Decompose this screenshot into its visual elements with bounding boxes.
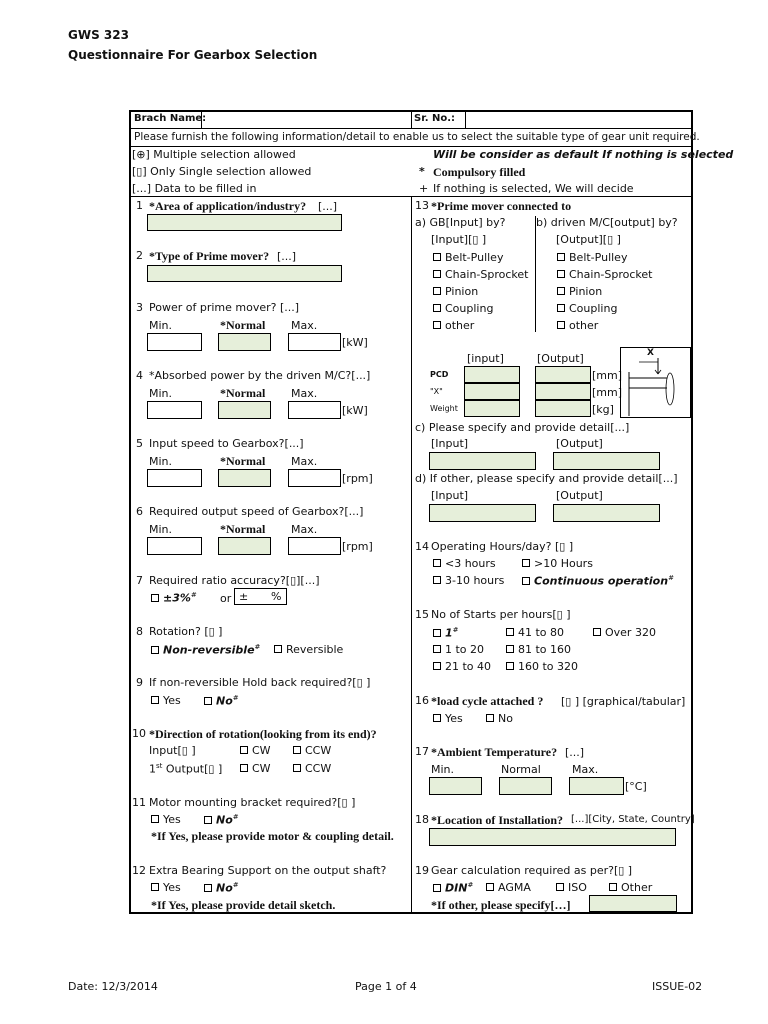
q12-note: *If Yes, please provide detail sketch. [151,898,336,912]
q4-min-field[interactable] [147,401,202,419]
q3-normal-label: *Normal [220,318,266,332]
document-code: GWS 323 [68,28,129,42]
q13-output-other[interactable]: other [557,319,598,332]
checkbox-icon [151,646,159,654]
q11-note: *If Yes, please provide motor & coupling detail. [151,829,394,843]
q13-c-output-field[interactable] [553,452,660,470]
q7-custom-accuracy-field[interactable] [234,588,287,605]
checkbox-icon [506,645,514,653]
q17-min-field[interactable] [429,777,482,795]
q3-question: Power of prime mover? [...] [149,301,300,314]
q17-suffix: [...] [565,746,585,759]
q18-suffix: [...][City, State, Country] [571,814,695,825]
q13-question: *Prime mover connected to [431,199,572,213]
footer-page: Page 1 of 4 [355,980,417,993]
shaft-diagram [620,347,691,418]
q4-normal-field[interactable] [218,401,271,419]
q13-weight-output-field[interactable] [535,400,591,417]
instruction-text: Please furnish the following information/detail to enable us to select the suitable type of gear unit required. [134,131,700,143]
q2-suffix: [...] [277,250,297,263]
q14-option-gt10[interactable]: >10 Hours [522,557,593,570]
q2-number: 2 [136,249,143,262]
q14-question: Operating Hours/day? [▯ ] [431,540,574,553]
q5-normal-field[interactable] [218,469,271,487]
q5-min-label: Min. [149,455,173,468]
q17-unit: [°C] [625,780,647,793]
q13-d-output-field[interactable] [553,504,660,522]
q6-min-label: Min. [149,523,173,536]
q11-question: Motor mounting bracket required?[▯ ] [149,796,356,809]
checkbox-icon [274,645,282,653]
checkbox-icon [151,594,159,602]
q13-col-output: [Output] [537,352,584,365]
q8-number: 8 [136,625,143,638]
q13-pcd-output-field[interactable] [535,366,591,383]
q13-c-input-label: [Input] [431,437,469,450]
q9-option-no[interactable]: No# [204,694,239,708]
q13-number: 13 [415,199,429,212]
plus-minus-symbol: ± [239,590,249,603]
checkbox-icon [557,287,565,295]
q4-number: 4 [136,369,143,382]
checkbox-icon [522,559,530,567]
checkbox-icon [433,559,441,567]
q13-row-weight: Weight [430,404,458,413]
q13-col-input: [input] [467,352,504,365]
questionnaire-form [129,110,734,914]
q5-max-label: Max. [291,455,318,468]
q10-output-cw[interactable]: CW [240,762,271,775]
q19-option-other[interactable]: Other [609,881,652,894]
checkbox-icon [557,321,565,329]
q12-option-yes[interactable]: Yes [151,881,181,894]
q6-normal-field[interactable] [218,537,271,555]
q13-input-other[interactable]: other [433,319,474,332]
q3-normal-field[interactable] [218,333,271,351]
checkbox-icon [151,815,159,823]
q10-output-ccw[interactable]: CCW [293,762,331,775]
q11-number: 11 [132,796,146,809]
checkbox-icon [557,270,565,278]
legend-default: Will be consider as default If nothing is selected [433,148,734,161]
q13-pcd-unit: [mm] [592,369,623,382]
q13-d-input-field[interactable] [429,504,536,522]
checkbox-icon [204,816,212,824]
checkbox-icon [204,697,212,705]
q8-option-non-reversible[interactable]: Non-reversible# [151,643,260,657]
q13-d-label: d) If other, please specify and provide detail[...] [415,472,678,485]
q18-number: 18 [415,813,429,826]
q19-option-iso[interactable]: ISO [556,881,587,894]
document-title: Questionnaire For Gearbox Selection [68,48,318,62]
q12-number: 12 [132,864,146,877]
legend-star-symbol: * [419,165,425,178]
checkbox-icon [433,645,441,653]
q17-normal-field[interactable] [499,777,552,795]
q15-number: 15 [415,608,429,621]
checkbox-icon [557,253,565,261]
checkbox-icon [293,764,301,772]
checkbox-icon [433,321,441,329]
footer-issue: ISSUE-02 [652,980,703,993]
q3-max-label: Max. [291,319,318,332]
checkbox-icon [486,883,494,891]
checkbox-icon [433,576,441,584]
legend-compulsory: Compulsory filled [433,165,526,179]
legend-plus-symbol: + [419,182,429,195]
checkbox-icon [506,662,514,670]
q13-output-coupling[interactable]: Coupling [557,302,617,315]
q13-input-coupling[interactable]: Coupling [433,302,493,315]
shaft-sketch-icon [621,348,690,417]
q10-input-label: Input[▯ ] [149,744,196,757]
q5-question: Input speed to Gearbox?[...] [149,437,304,450]
q13-weight-unit: [kg] [592,403,614,416]
q3-max-field[interactable] [288,333,341,351]
q17-min-label: Min. [431,763,455,776]
checkbox-icon [151,696,159,704]
q10-number: 10 [132,727,146,740]
q13-x-input-field[interactable] [464,383,520,400]
q1-question: *Area of application/industry? [149,199,307,213]
q17-max-field[interactable] [569,777,624,795]
q13-c-output-label: [Output] [556,437,603,450]
q17-normal-label: Normal [501,763,541,776]
checkbox-icon [557,304,565,312]
q6-max-field[interactable] [288,537,341,555]
q13-output-tag: [Output][▯ ] [556,233,621,246]
q13-input-chain-sprocket[interactable]: Chain-Sprocket [433,268,528,281]
q5-normal-label: *Normal [220,454,266,468]
q18-location-field[interactable] [429,828,676,846]
legend-multiple: [⊕] Multiple selection allowed [132,148,296,161]
q16-suffix: [▯ ] [graphical/tabular] [561,695,686,708]
q6-min-field[interactable] [147,537,202,555]
q13-row-x: "X" [430,387,443,396]
q6-question: Required output speed of Gearbox?[...] [149,505,364,518]
q13-d-output-label: [Output] [556,489,603,502]
checkbox-icon [433,253,441,261]
column-divider [411,196,412,912]
q19-number: 19 [415,864,429,877]
checkbox-icon [151,883,159,891]
q13-output-chain-sprocket[interactable]: Chain-Sprocket [557,268,652,281]
q17-max-label: Max. [572,763,599,776]
q6-normal-label: *Normal [220,522,266,536]
q6-max-label: Max. [291,523,318,536]
q14-number: 14 [415,540,429,553]
q13-x-output-field[interactable] [535,383,591,400]
q4-question: *Absorbed power by the driven M/C?[...] [149,369,371,382]
q5-max-field[interactable] [288,469,341,487]
q15-option-21-40[interactable]: 21 to 40 [433,660,491,673]
q13-separator [535,216,536,332]
diagram-x-label: X [647,348,654,358]
q7-or-label: or [220,592,232,605]
q13-c-label: c) Please specify and provide detail[...] [415,421,630,434]
q13-a-label: a) GB[Input] by? [415,216,506,229]
footer-date: Date: 12/3/2014 [68,980,158,993]
q12-option-no[interactable]: No# [204,881,239,895]
q15-option-1-20[interactable]: 1 to 20 [433,643,484,656]
q11-option-yes[interactable]: Yes [151,813,181,826]
q19-other-field[interactable] [589,895,677,912]
q17-number: 17 [415,745,429,758]
checkbox-icon [433,270,441,278]
q5-min-field[interactable] [147,469,202,487]
q15-question: No of Starts per hours[▯ ] [431,608,571,621]
q10-input-cw[interactable]: CW [240,744,271,757]
q15-option-41-80[interactable]: 41 to 80 [506,626,564,639]
q13-weight-input-field[interactable] [464,400,520,417]
q10-question: *Direction of rotation(looking from its end)? [149,727,377,741]
q3-number: 3 [136,301,143,314]
q2-prime-mover-field[interactable] [147,265,342,282]
checkbox-icon [240,746,248,754]
percent-symbol: % [271,590,282,603]
checkbox-icon [240,764,248,772]
checkbox-icon [506,628,514,636]
q5-unit: [rpm] [342,472,373,485]
q6-unit: [rpm] [342,540,373,553]
checkbox-icon [204,884,212,892]
q17-question: *Ambient Temperature? [431,745,558,759]
q4-normal-label: *Normal [220,386,266,400]
q14-option-3to10[interactable]: 3-10 hours [433,574,504,587]
checkbox-icon [609,883,617,891]
q15-option-over-320[interactable]: Over 320 [593,626,656,639]
q3-min-label: Min. [149,319,173,332]
q5-number: 5 [136,437,143,450]
q13-row-pcd: PCD [430,370,449,379]
checkbox-icon [433,714,441,722]
q15-option-1[interactable]: 1# [433,626,459,640]
q9-option-yes[interactable]: Yes [151,694,181,707]
q19-option-agma[interactable]: AGMA [486,881,531,894]
legend-single: [▯] Only Single selection allowed [132,165,312,178]
sr-no-field[interactable] [467,112,689,127]
q13-input-pinion[interactable]: Pinion [433,285,478,298]
q4-max-field[interactable] [288,401,341,419]
checkbox-icon [293,746,301,754]
q13-d-input-label: [Input] [431,489,469,502]
q15-option-160-320[interactable]: 160 to 320 [506,660,578,673]
q13-x-unit: [mm] [592,386,623,399]
q11-option-no[interactable]: No# [204,813,239,827]
q6-number: 6 [136,505,143,518]
q9-number: 9 [136,676,143,689]
legend-decide: If nothing is selected, We will decide [433,182,634,195]
checkbox-icon [522,577,530,585]
q4-max-label: Max. [291,387,318,400]
q1-number: 1 [136,199,143,212]
q10-output-label: 1st Output[▯ ] [149,762,223,776]
q13-c-input-field[interactable] [429,452,536,470]
checkbox-icon [486,714,494,722]
checkbox-icon [433,662,441,670]
checkbox-icon [593,628,601,636]
q1-suffix: [...] [318,200,338,213]
q19-question: Gear calculation required as per?[▯ ] [431,864,633,877]
q14-option-lt3[interactable]: <3 hours [433,557,496,570]
q16-question: *load cycle attached ? [431,694,544,708]
q18-question: *Location of Installation? [431,813,564,827]
q2-question: *Type of Prime mover? [149,249,270,263]
q13-output-pinion[interactable]: Pinion [557,285,602,298]
q13-output-belt-pulley[interactable]: Belt-Pulley [557,251,627,264]
q16-option-yes[interactable]: Yes [433,712,463,725]
brach-name-field[interactable] [203,112,409,127]
brach-name-label: Brach Name: [134,113,207,124]
q3-unit: [kW] [342,336,368,349]
checkbox-icon [556,883,564,891]
q7-number: 7 [136,574,143,587]
q4-unit: [kW] [342,404,368,417]
q14-option-continuous[interactable]: Continuous operation# [522,574,674,588]
q3-min-field[interactable] [147,333,202,351]
q8-option-reversible[interactable]: Reversible [274,643,343,656]
q10-input-ccw[interactable]: CCW [293,744,331,757]
checkbox-icon [433,884,441,892]
q8-question: Rotation? [▯ ] [149,625,223,638]
q13-b-label: b) driven M/C[output] by? [536,216,678,229]
q13-input-belt-pulley[interactable]: Belt-Pulley [433,251,503,264]
q9-question: If non-reversible Hold back required?[▯ ] [149,676,371,689]
q7-option-3pct[interactable]: ±3%# [151,591,197,605]
q13-input-tag: [Input][▯ ] [431,233,487,246]
checkbox-icon [433,287,441,295]
checkbox-icon [433,304,441,312]
q16-option-no[interactable]: No [486,712,513,725]
q7-question: Required ratio accuracy?[▯][...] [149,574,320,587]
q15-option-81-160[interactable]: 81 to 160 [506,643,571,656]
sr-no-label: Sr. No.: [414,113,456,124]
q1-application-field[interactable] [147,214,342,231]
checkbox-icon [433,629,441,637]
q4-min-label: Min. [149,387,173,400]
q13-pcd-input-field[interactable] [464,366,520,383]
legend-fill: [...] Data to be filled in [132,182,257,195]
q19-note: *If other, please specify[…] [431,898,571,912]
q16-number: 16 [415,694,429,707]
q12-question: Extra Bearing Support on the output shaft? [149,864,387,877]
q19-option-din[interactable]: DIN# [433,881,473,895]
